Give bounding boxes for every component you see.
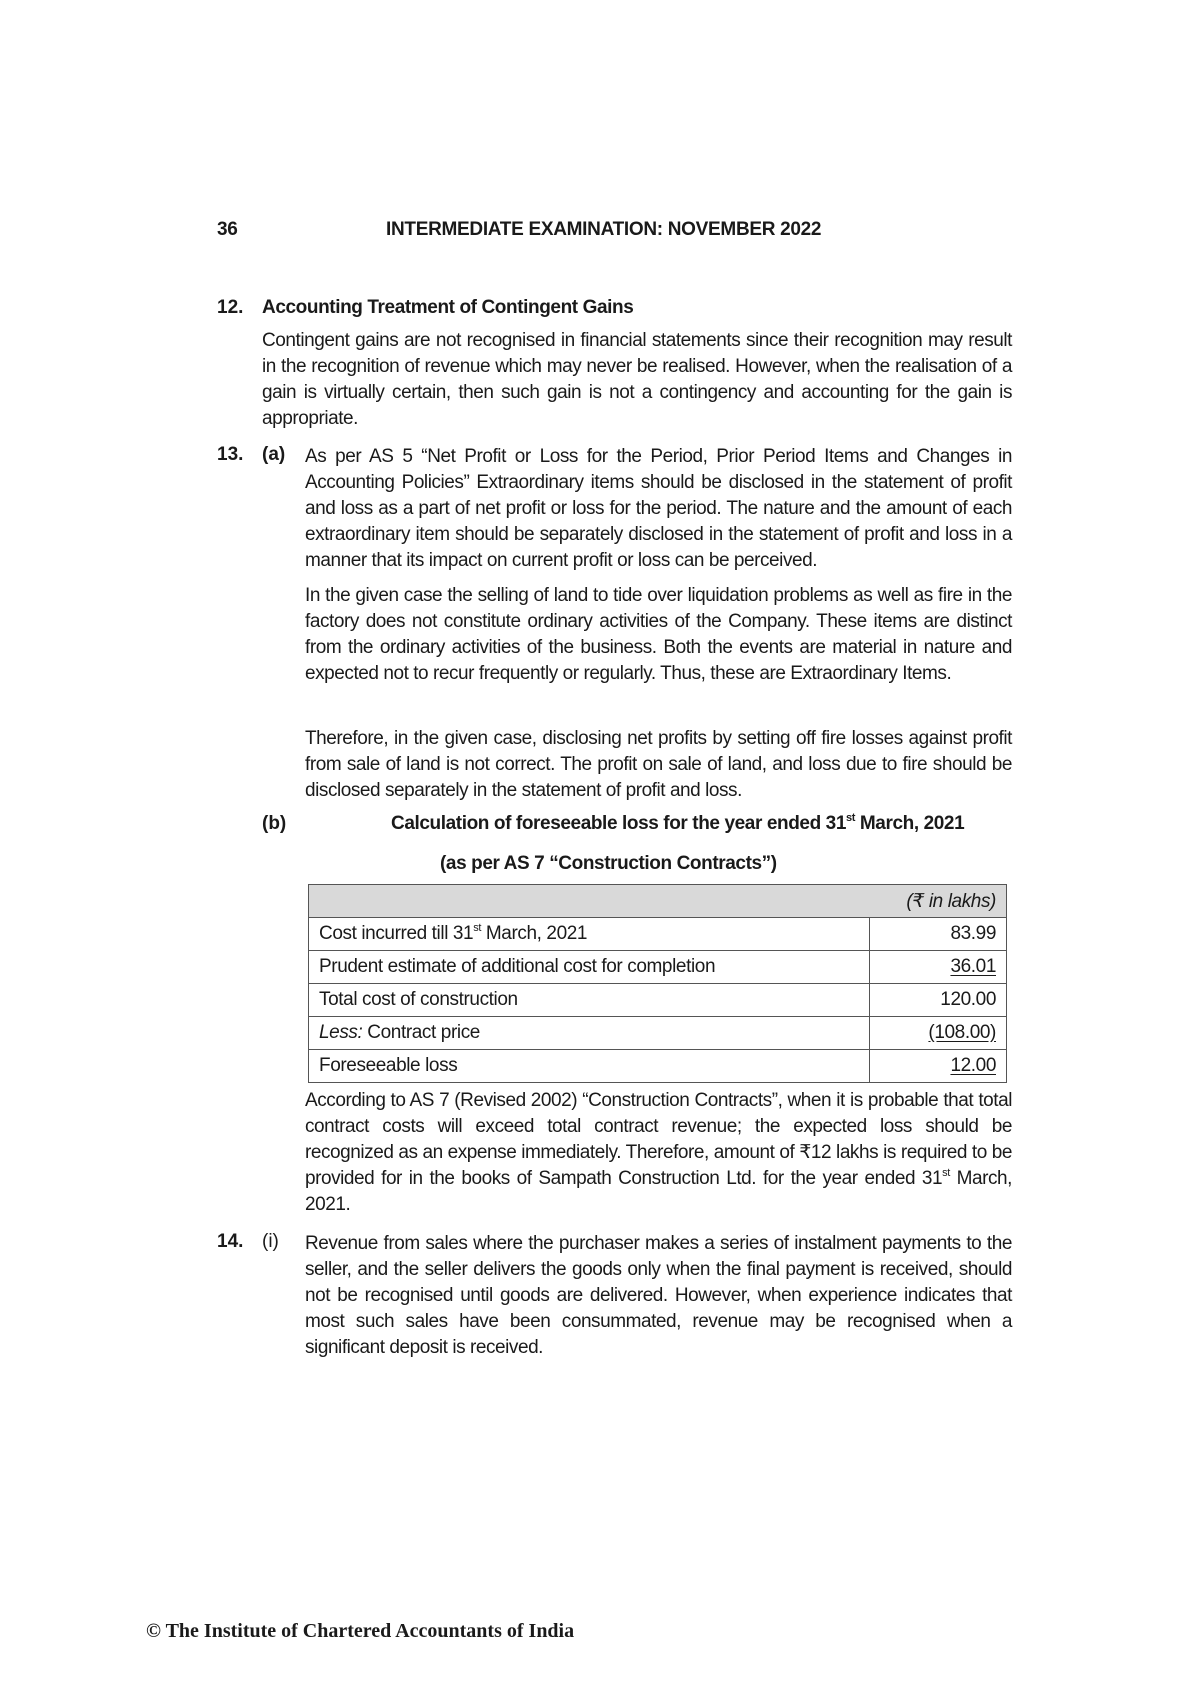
row-value: 120.00 <box>870 984 1007 1017</box>
table-row <box>309 1017 1007 1050</box>
question-13-number: 13. <box>217 444 244 465</box>
question-13b-paragraph: According to AS 7 (Revised 2002) “Construction Contracts”, when it is probable that total contract costs will exceed total contract revenue; the expected loss should be recognized as an expense immediately. Therefore, amount of ₹12 lakhs is required to be provided for in the books of Sampath Construction Ltd. for the year ended 31st March, 2021. <box>305 1090 1012 1215</box>
row-label: Less: Contract price <box>309 1017 870 1050</box>
unit-label: (₹ in lakhs) <box>309 885 1007 918</box>
page-number: 36 <box>217 219 238 240</box>
question-13b-label: (b) <box>262 813 287 834</box>
row-value: (108.00) <box>870 1017 1007 1050</box>
question-13a-paragraph-3: Therefore, in the given case, disclosing net profits by setting off fire losses against profit from sale of land is not correct. The profit on sale of land, and loss due to fire should be disclosed separately in the statement of profit and loss. <box>305 728 1012 801</box>
question-14i-text: Revenue from sales where the purchaser makes a series of instalment payments to the seller, and the seller delivers the goods only when the final payment is received, should not be recognised until goods are delivered. However, when experience indicates that most such sales have been consummated, revenue may be recognised when a significant deposit is received. <box>305 1233 1012 1358</box>
question-12-heading: Accounting Treatment of Contingent Gains <box>262 297 634 318</box>
page-title: INTERMEDIATE EXAMINATION: NOVEMBER 2022 <box>386 219 822 240</box>
question-13b-subheading: (as per AS 7 “Construction Contracts”) <box>440 853 777 874</box>
table-row <box>309 951 1007 984</box>
question-14i-label: (i) <box>262 1231 279 1252</box>
question-13a-paragraph-1: As per AS 5 “Net Profit or Loss for the Period, Prior Period Items and Changes in Accounting Policies” Extraordinary items should be disclosed in the statement of profit and loss as a part of net profit or loss for the period. The nature and the amount of each extraordinary item should be separately disclosed in the statement of profit and loss in a manner that its impact on current profit or loss can be perceived. <box>305 446 1012 571</box>
row-value: 83.99 <box>870 918 1007 951</box>
question-12-text: Contingent gains are not recognised in financial statements since their recognition may result in the recognition of revenue which may never be realised. However, when the realisation of a gain is virtually certain, then such gain is not a contingency and accounting for the gain is appropriate. <box>262 330 1012 429</box>
foreseeable-loss-table <box>308 884 1007 1083</box>
table-row <box>309 918 1007 951</box>
row-label: Prudent estimate of additional cost for completion <box>309 951 870 984</box>
table-row <box>309 984 1007 1017</box>
row-label: Foreseeable loss <box>309 1050 870 1083</box>
question-13b-heading: Calculation of foreseeable loss for the year ended 31st March, 2021 <box>391 811 965 834</box>
copyright-footer: © The Institute of Chartered Accountants of India <box>146 1620 575 1642</box>
question-13a-label: (a) <box>262 444 286 465</box>
question-13a-paragraph-2: In the given case the selling of land to tide over liquidation problems as well as fire in the factory does not constitute ordinary activities of the Company. These items are distinct from the ordinary activities of the business. Both the events are material in nature and expected not to recur frequently or regularly. Thus, these are Extraordinary Items. <box>305 585 1012 684</box>
question-12-number: 12. <box>217 297 244 318</box>
table-header-row <box>309 885 1007 918</box>
row-value: 12.00 <box>870 1050 1007 1083</box>
row-value: 36.01 <box>870 951 1007 984</box>
question-14-number: 14. <box>217 1231 244 1252</box>
row-label: Cost incurred till 31st March, 2021 <box>309 918 870 951</box>
table-row <box>309 1050 1007 1083</box>
row-label: Total cost of construction <box>309 984 870 1017</box>
